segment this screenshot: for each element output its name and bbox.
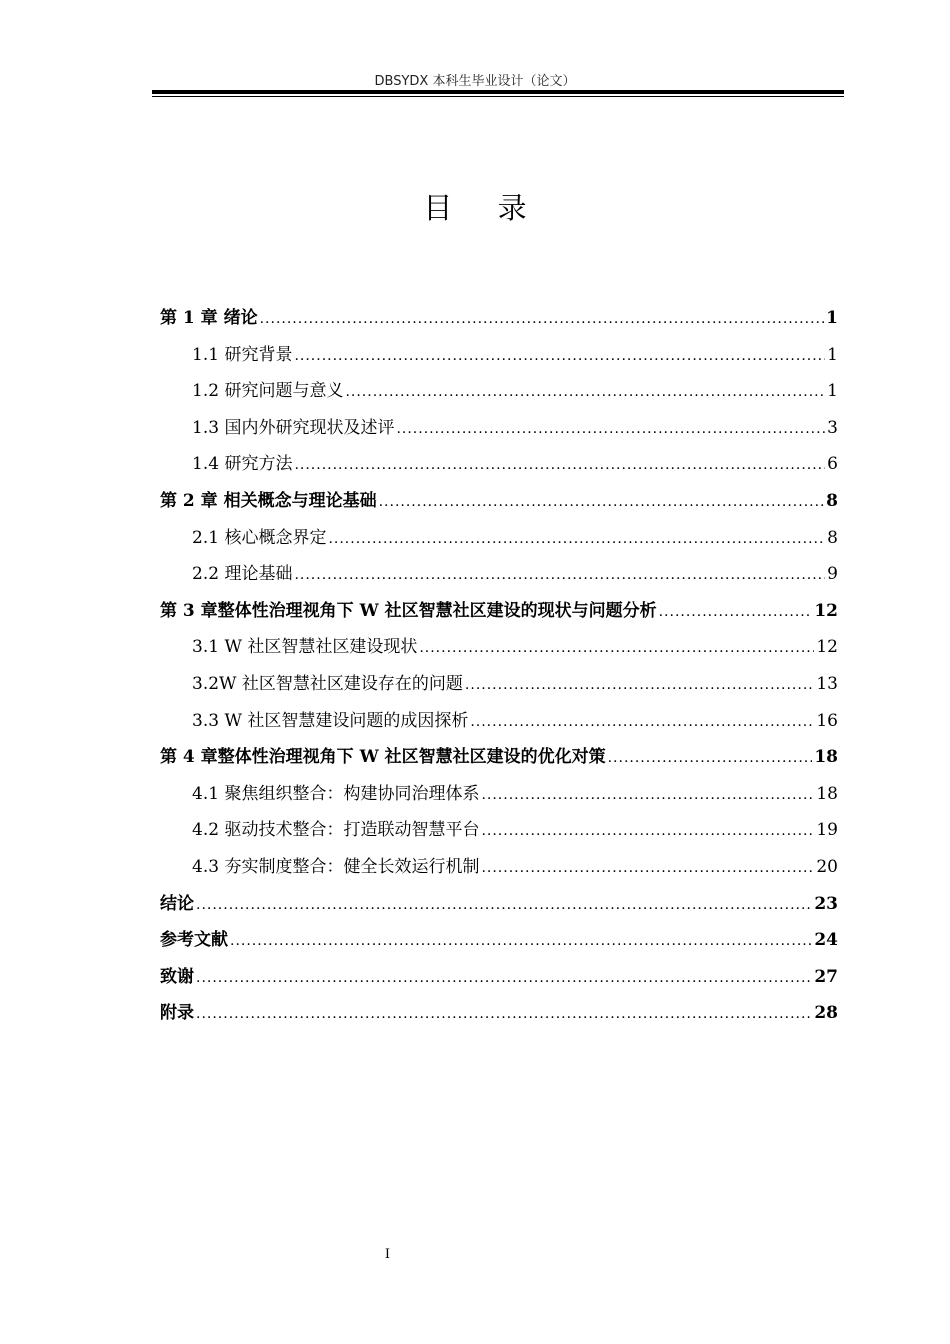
toc-leader-dots [294,338,825,375]
toc-leader-dots [481,850,814,887]
page-number: I [384,1247,391,1262]
toc-leader-dots [260,301,825,338]
toc-entry-label: 第 3 章整体性治理视角下 W 社区智慧社区建设的现状与问题分析 [160,600,657,621]
toc-entry-page: 8 [827,527,838,548]
toc-leader-dots [465,667,814,704]
header-rule-thin [152,96,844,97]
toc-leader-dots [481,813,814,850]
toc-entry-page: 24 [814,930,838,951]
toc-entry-label: 结论 [160,893,194,914]
toc-entry-section[interactable] [160,703,838,740]
toc-entry-section[interactable] [160,410,838,447]
toc-entry-section[interactable] [160,629,838,666]
toc-entry-label: 第 2 章 相关概念与理论基础 [160,490,377,511]
toc-entry-page: 1 [827,344,838,365]
toc-leader-dots [470,704,814,741]
toc-leader-dots [419,630,814,667]
toc-entry-chapter[interactable] [160,739,838,776]
toc-entry-page: 28 [814,1003,838,1024]
toc-entry-section[interactable] [160,812,838,849]
toc-entry-page: 18 [814,747,838,768]
toc-entry-chapter[interactable] [160,959,838,996]
toc-entry-page: 20 [816,856,838,877]
toc-leader-dots [379,484,825,521]
toc-entry-page: 12 [816,637,838,658]
toc-entry-label: 4.3 夯实制度整合：健全长效运行机制 [192,856,480,877]
toc-entry-page: 16 [816,710,838,731]
toc-entry-label: 1.1 研究背景 [192,344,293,365]
toc-entry-chapter[interactable] [160,300,838,337]
toc-entry-page: 1 [827,381,838,402]
toc-entry-label: 4.2 驱动技术整合：打造联动智慧平台 [192,820,480,841]
toc-entry-page: 8 [826,490,838,511]
toc-leader-dots [196,996,812,1033]
toc-entry-page: 19 [816,820,838,841]
toc-entry-label: 1.3 国内外研究现状及述评 [192,417,395,438]
toc-leader-dots [481,777,814,814]
toc-leader-dots [328,521,825,558]
toc-leader-dots [608,740,813,777]
toc-entry-label: 参考文献 [160,930,228,951]
toc-entry-chapter[interactable] [160,593,838,630]
toc-entry-chapter[interactable] [160,922,838,959]
table-of-contents [160,300,838,1032]
toc-entry-page: 1 [826,308,838,328]
toc-entry-section[interactable] [160,337,838,374]
toc-entry-chapter[interactable] [160,483,838,520]
toc-leader-dots [196,960,812,997]
toc-entry-label: 3.2W 社区智慧社区建设存在的问题 [192,673,463,694]
toc-entry-section[interactable] [160,776,838,813]
toc-entry-label: 1.2 研究问题与意义 [192,381,344,402]
toc-entry-section[interactable] [160,446,838,483]
toc-entry-label: 2.2 理论基础 [192,564,293,585]
header-rule-thick [152,90,844,94]
toc-entry-chapter[interactable] [160,995,838,1032]
toc-entry-section[interactable] [160,520,838,557]
toc-entry-section[interactable] [160,556,838,593]
toc-leader-dots [294,447,825,484]
toc-leader-dots [396,411,825,448]
toc-entry-section[interactable] [160,666,838,703]
toc-entry-page: 27 [814,966,838,987]
toc-entry-label: 第 1 章 绪论 [160,308,258,328]
toc-entry-label: 第 4 章整体性治理视角下 W 社区智慧社区建设的优化对策 [160,747,606,768]
toc-title: 目 录 [423,191,545,225]
toc-entry-label: 附录 [160,1003,194,1024]
toc-entry-page: 9 [827,564,838,585]
running-header: DBSYDX 本科生毕业设计（论文） [374,74,576,89]
toc-entry-label: 4.1 聚焦组织整合：构建协同治理体系 [192,783,480,804]
toc-leader-dots [294,557,825,594]
toc-entry-page: 6 [827,454,838,475]
toc-leader-dots [196,887,812,924]
toc-entry-label: 2.1 核心概念界定 [192,527,327,548]
toc-entry-page: 18 [816,783,838,804]
toc-entry-chapter[interactable] [160,886,838,923]
toc-entry-label: 1.4 研究方法 [192,454,293,475]
toc-leader-dots [345,374,825,411]
toc-leader-dots [659,594,813,631]
toc-entry-page: 13 [816,673,838,694]
toc-entry-section[interactable] [160,373,838,410]
toc-leader-dots [230,923,812,960]
toc-entry-page: 3 [827,417,838,438]
toc-entry-page: 12 [814,600,838,621]
toc-entry-label: 致谢 [160,966,194,987]
toc-entry-label: 3.3 W 社区智慧建设问题的成因探析 [192,710,469,731]
toc-entry-page: 23 [814,893,838,914]
toc-entry-label: 3.1 W 社区智慧社区建设现状 [192,637,418,658]
toc-entry-section[interactable] [160,849,838,886]
